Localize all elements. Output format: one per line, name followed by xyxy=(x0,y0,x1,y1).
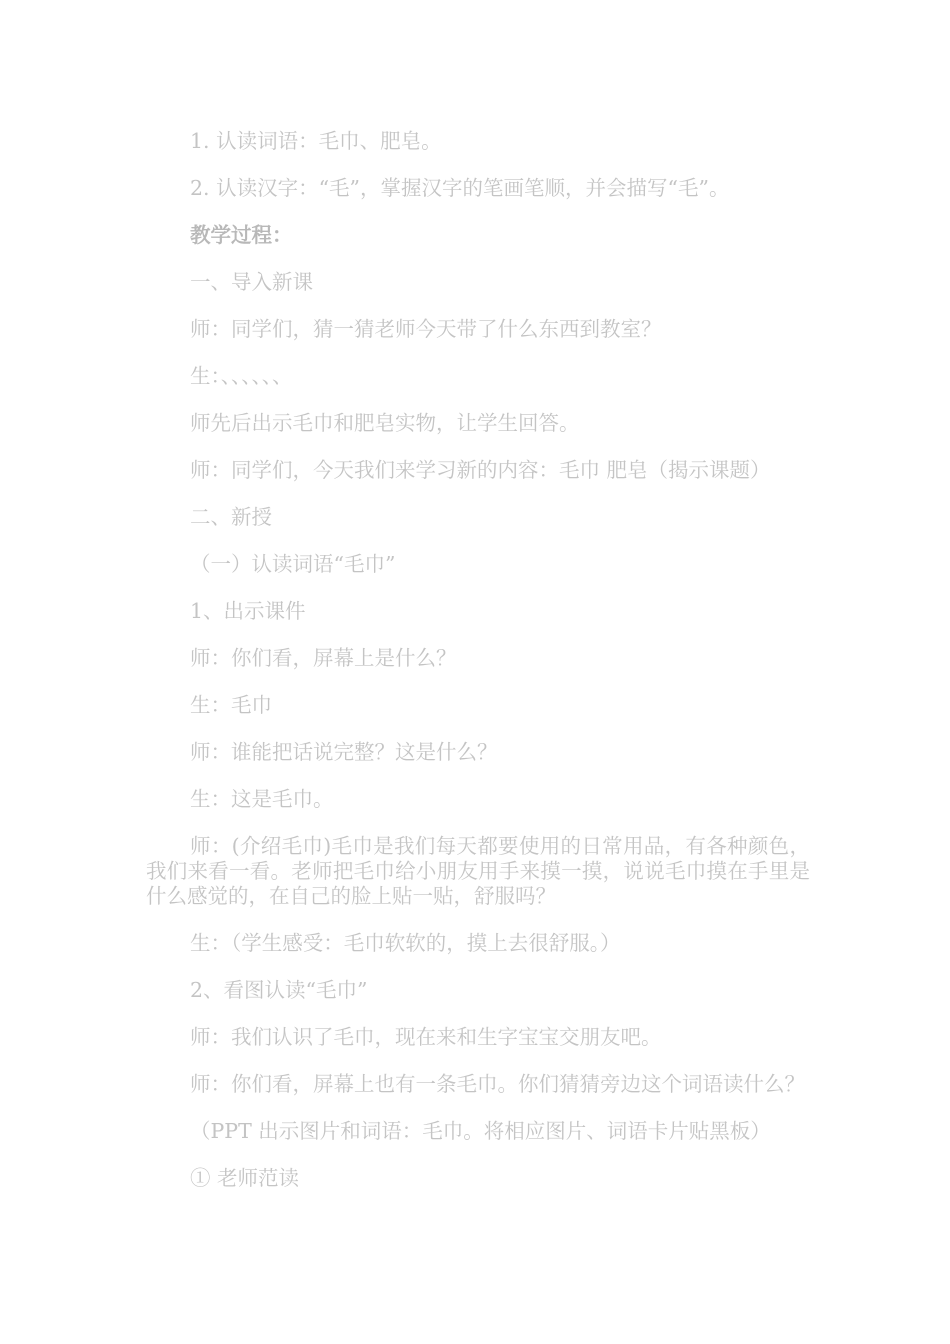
step-heading: 2、看图认读“毛巾” xyxy=(190,978,368,1002)
section-heading-teaching-process: 教学过程： xyxy=(190,223,293,247)
dialogue-line: 师：谁能把话说完整？这是什么？ xyxy=(190,740,498,764)
instruction-line: 师先后出示毛巾和肥皂实物，让学生回答。 xyxy=(190,411,580,435)
dialogue-line: 生：（学生感受：毛巾软软的，摸上去很舒服。） xyxy=(190,931,621,955)
dialogue-line: 生：毛巾 xyxy=(190,693,272,717)
instruction-line: （PPT 出示图片和词语：毛巾。将相应图片、词语卡片贴黑板） xyxy=(190,1119,771,1143)
objective-2: 2. 认读汉字：“毛”，掌握汉字的笔画笔顺，并会描写“毛”。 xyxy=(190,176,730,200)
subsection-heading: （一）认读词语“毛巾” xyxy=(190,552,396,576)
dialogue-line: 师：同学们，猜一猜老师今天带了什么东西到教室？ xyxy=(190,317,662,341)
dialogue-paragraph: 师：(介绍毛巾)毛巾是我们每天都要使用的日常用品，有各种颜色，我们来看一看。老师把毛巾给小朋友用手来摸一摸，说说毛巾摸在手里是什么感觉的，在自己的脸上贴一贴，舒服吗？ xyxy=(146,834,810,908)
dialogue-line: 生：这是毛巾。 xyxy=(190,787,334,811)
dialogue-line: 师：同学们，今天我们来学习新的内容：毛巾 肥皂（揭示课题） xyxy=(190,458,771,482)
objective-1: 1. 认读词语：毛巾、肥皂。 xyxy=(190,129,442,153)
section-heading-introduction: 一、导入新课 xyxy=(190,270,313,294)
dialogue-line: 师：我们认识了毛巾，现在来和生字宝宝交朋友吧。 xyxy=(190,1025,662,1049)
dialogue-line: 生：、、、、、、 xyxy=(190,364,293,388)
document-body xyxy=(146,118,810,1202)
section-heading-new-lesson: 二、新授 xyxy=(190,505,272,529)
dialogue-paragraph: 师：你们看，屏幕上也有一条毛巾。你们猜猜旁边这个词语读什么？ xyxy=(190,1072,805,1096)
dialogue-line: 师：你们看，屏幕上是什么？ xyxy=(190,646,457,670)
step-item: ① 老师范读 xyxy=(190,1166,300,1190)
step-heading: 1、出示课件 xyxy=(190,599,306,623)
